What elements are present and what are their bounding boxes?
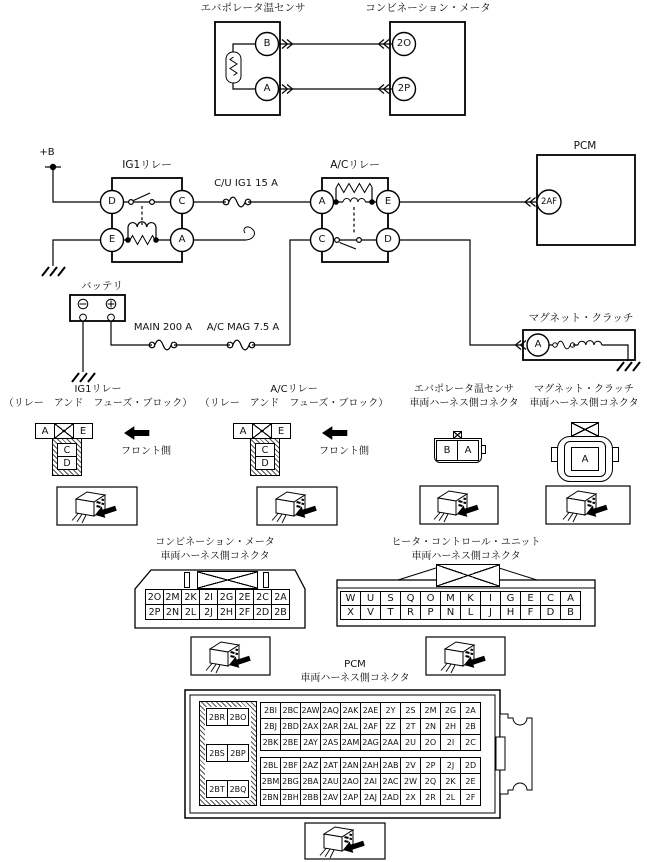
evap-connector-tab — [481, 445, 486, 454]
plus-b-label: +B — [39, 147, 55, 158]
pin-cell: 2L — [440, 789, 461, 806]
connector-3d-icon — [206, 642, 252, 673]
fuse-ac-mag-label: A/C MAG 7.5 A — [206, 322, 280, 333]
pin-cell: 2AB — [380, 757, 401, 774]
pin-cell: 2M — [163, 589, 182, 605]
pin-cell: 2AI — [360, 773, 381, 790]
terminal-label: D — [384, 234, 392, 245]
heater-connector-key — [436, 564, 500, 587]
pin-cell: 2AV — [320, 789, 341, 806]
pin-cell: 2F — [235, 604, 254, 620]
ac-d-clutch-wire — [400, 240, 523, 345]
pin-cell: 2I — [199, 589, 218, 605]
blocked-pin-cell — [54, 423, 74, 439]
switch-blade-icon — [134, 193, 151, 201]
pin-cell: 2O — [420, 734, 441, 751]
pin-cell: S — [380, 591, 401, 606]
pin-cell: 2D — [253, 604, 272, 620]
pin-cell: C — [57, 443, 77, 457]
pin-cell: 2AO — [340, 773, 361, 790]
pin-cell: 2O — [145, 589, 164, 605]
front-direction-arrow-icon — [322, 426, 347, 440]
pin-cell: 2K — [440, 773, 461, 790]
pin-cell: 2Z — [380, 718, 401, 735]
terminal-label: B — [263, 38, 271, 49]
pcm-title: PCM — [573, 140, 597, 152]
pin-cell: K — [460, 591, 481, 606]
pin-cell: 2AZ — [300, 757, 321, 774]
pin-cell: 2M — [420, 702, 441, 719]
ac-connector-label: A/Cリレー （リレー アンド フューズ・ブロック） — [199, 384, 389, 409]
terminal-label: A — [178, 234, 186, 245]
resistor-icon — [130, 236, 155, 245]
thermistor-icon — [230, 57, 237, 76]
pin-cell: 2Y — [380, 702, 401, 719]
pin-cell: 2E — [235, 589, 254, 605]
clutch-connector-label: マグネット・クラッチ 車両ハーネス側コネクタ — [529, 384, 639, 409]
pin-row — [260, 757, 480, 774]
pin-cell: 2BM — [260, 773, 281, 790]
pin-cell: 2BC — [280, 702, 301, 719]
pin-cell: G — [500, 591, 521, 606]
pin-cell: D — [255, 456, 275, 470]
pin-row — [145, 604, 289, 620]
pin-cell: 2BS — [206, 744, 228, 762]
combo-connector-label: コンビネーション・メータ 車両ハーネス側コネクタ — [155, 537, 275, 562]
pin-cell: 2S — [400, 702, 421, 719]
ig1-relay-title: IG1リレー — [122, 159, 172, 171]
heater-connector-label: ヒータ・コントロール・ユニット 車両ハーネス側コネクタ — [391, 537, 541, 562]
pin-cell: 2AK — [340, 702, 361, 719]
clutch-connector-side-tab — [612, 447, 619, 462]
pin-cell: 2BI — [260, 702, 281, 719]
connector-3d-icon — [320, 827, 366, 858]
evap-connector-key — [453, 431, 462, 439]
connector-3d-icon — [434, 491, 480, 522]
pin-cell: J — [480, 605, 501, 620]
pin-cell: N — [440, 605, 461, 620]
pin-cell: 2AC — [380, 773, 401, 790]
ac-relay-symbol — [311, 178, 400, 262]
front-side-label: フロント側 — [121, 446, 171, 457]
pin-cell: B — [436, 440, 458, 461]
pin-cell: D — [57, 456, 77, 470]
pin-row — [57, 456, 76, 470]
connector-3d-icon — [72, 492, 118, 523]
combo-connector-tab — [263, 572, 269, 588]
terminal-label: 2P — [397, 83, 411, 94]
ground-icon — [42, 267, 65, 276]
pin-cell: A — [560, 591, 581, 606]
pin-cell: 2B — [460, 718, 481, 735]
pin-cell: 2AU — [320, 773, 341, 790]
evap-connector-label: エバポレータ温センサ 車両ハーネス側コネクタ — [409, 384, 519, 409]
pin-cell: 2AM — [340, 734, 361, 751]
pin-cell: 2N — [163, 604, 182, 620]
pin-cell: 2A — [271, 589, 290, 605]
pin-cell: 2BG — [280, 773, 301, 790]
terminal-label: A — [318, 196, 326, 207]
pin-cell: 2A — [460, 702, 481, 719]
pin-cell: 2I — [440, 734, 461, 751]
pin-cell: 2AT — [320, 757, 341, 774]
combo-connector-tab — [184, 572, 190, 588]
pin-cell: F — [520, 605, 541, 620]
terminal-label: E — [384, 196, 392, 207]
pin-cell: 2BD — [280, 718, 301, 735]
pin-cell: 2BH — [280, 789, 301, 806]
pin-cell: 2BF — [280, 757, 301, 774]
pin-cell: 2V — [400, 757, 421, 774]
pcm-left-pin-grid — [206, 708, 248, 798]
pin-cell: 2D — [460, 757, 481, 774]
pin-cell: C — [540, 591, 561, 606]
evap-sensor-symbol — [215, 22, 280, 115]
pin-cell: 2BA — [300, 773, 321, 790]
pin-cell: 2P — [420, 757, 441, 774]
pin-cell: 2AH — [360, 757, 381, 774]
pin-cell: 2W — [400, 773, 421, 790]
pin-cell: 2AS — [320, 734, 341, 751]
ac-relay-cd-pins — [255, 443, 274, 470]
terminal-label: C — [318, 234, 326, 245]
pin-cell: V — [360, 605, 381, 620]
magnet-clutch-title: マグネット・クラッチ — [528, 312, 634, 324]
pin-cell: 2Q — [420, 773, 441, 790]
ground-icon — [72, 373, 95, 382]
pin-row — [145, 589, 289, 605]
pin-cell: 2AX — [300, 718, 321, 735]
pin-cell: 2AL — [340, 718, 361, 735]
pin-cell: A — [35, 423, 55, 439]
thermal-fuse-icon — [553, 341, 575, 349]
pin-cell: 2N — [420, 718, 441, 735]
pin-cell: 2X — [400, 789, 421, 806]
pin-cell: 2AW — [300, 702, 321, 719]
combo-meter-pin-grid — [145, 589, 289, 620]
pin-cell: 2K — [181, 589, 200, 605]
ig1-connector-label: IG1リレー （リレー アンド フューズ・ブロック） — [3, 384, 193, 409]
pin-cell: E — [73, 423, 93, 439]
combo-connector-key — [197, 571, 258, 589]
pin-cell: 2BT — [206, 780, 228, 798]
pin-cell: X — [340, 605, 361, 620]
fuse-icon — [149, 340, 177, 350]
pin-cell: L — [460, 605, 481, 620]
pin-cell: 2AJ — [360, 789, 381, 806]
magnet-clutch-symbol — [523, 330, 640, 371]
pin-cell: 2B — [271, 604, 290, 620]
coil-icon — [578, 341, 602, 345]
pin-cell: 2AD — [380, 789, 401, 806]
pin-cell: 2BL — [260, 757, 281, 774]
pin-cell: 2AP — [340, 789, 361, 806]
ig1-e-ground-wire — [53, 240, 101, 266]
ac-c-feed-wire — [290, 240, 311, 345]
pin-cell: 2P — [145, 604, 164, 620]
pin-cell: 2AR — [320, 718, 341, 735]
evap-connector-pins — [436, 440, 478, 461]
pin-cell: 2AN — [340, 757, 361, 774]
fuse-icon — [227, 340, 255, 350]
terminal-label: 2AF — [540, 196, 558, 207]
pcm-lower-pin-grid — [260, 757, 480, 806]
pin-cell: E — [271, 423, 291, 439]
pin-row — [57, 443, 76, 457]
ig1-relay-pin-top-row — [35, 423, 92, 439]
pin-cell: 2E — [460, 773, 481, 790]
pcm-symbol — [400, 155, 636, 245]
pin-cell: P — [420, 605, 441, 620]
ig1-relay-cd-pins — [57, 443, 76, 470]
pin-cell: M — [440, 591, 461, 606]
pin-cell: 2BK — [260, 734, 281, 751]
fuse-icon — [223, 197, 251, 207]
evap-sensor-title: エバポレータ温センサ — [200, 2, 306, 14]
pin-cell: D — [540, 605, 561, 620]
pcm-upper-pin-grid — [260, 702, 480, 751]
pin-cell: 2AA — [380, 734, 401, 751]
pin-row — [260, 734, 480, 751]
pin-cell: 2BP — [227, 744, 249, 762]
pin-cell: 2J — [440, 757, 461, 774]
pin-cell: 2BJ — [260, 718, 281, 735]
pin-row — [340, 605, 580, 620]
pin-cell: R — [400, 605, 421, 620]
ac-relay-title: A/Cリレー — [330, 159, 380, 171]
pin-row — [206, 744, 248, 762]
pin-cell: 2AY — [300, 734, 321, 751]
fuse-main-label: MAIN 200 A — [133, 322, 193, 333]
battery-symbol — [70, 295, 125, 321]
pin-cell: W — [340, 591, 361, 606]
connector-3d-icon — [272, 492, 318, 523]
pin-row — [255, 443, 274, 457]
pin-cell: 2BO — [227, 708, 249, 726]
pin-cell: U — [360, 591, 381, 606]
terminal-label: E — [108, 234, 116, 245]
terminal-label: C — [178, 196, 186, 207]
pin-cell: E — [520, 591, 541, 606]
pin-cell: 2H — [440, 718, 461, 735]
battery-title: バッテリ — [81, 280, 123, 292]
pin-cell: 2T — [400, 718, 421, 735]
pin-cell: 2AG — [360, 734, 381, 751]
connector-3d-icon — [441, 642, 487, 673]
plus-b-node — [45, 164, 101, 202]
pin-row — [260, 789, 480, 806]
pin-cell: 2L — [181, 604, 200, 620]
blocked-pin-cell — [252, 423, 272, 439]
pin-cell: 2AE — [360, 702, 381, 719]
pin-cell: B — [560, 605, 581, 620]
ig1-relay-symbol — [101, 178, 194, 262]
pin-cell: 2R — [420, 789, 441, 806]
pin-cell: C — [255, 443, 275, 457]
ac-relay-pin-top-row — [233, 423, 290, 439]
pin-row — [260, 702, 480, 719]
front-side-label: フロント側 — [319, 446, 369, 457]
pin-cell: 2F — [460, 789, 481, 806]
terminal-label: A — [534, 339, 542, 350]
resistor-icon — [336, 184, 372, 193]
sensor-meter-wires — [279, 44, 393, 89]
pin-cell: 2C — [253, 589, 272, 605]
pin-cell: A — [233, 423, 253, 439]
pcm-connector-label: PCM 車両ハーネス側コネクタ — [300, 659, 410, 684]
pin-cell: 2BR — [206, 708, 228, 726]
pin-cell: 2U — [400, 734, 421, 751]
pin-row — [260, 773, 480, 790]
pin-cell: T — [380, 605, 401, 620]
clutch-connector-side-tab — [551, 447, 558, 462]
pin-cell: 2G — [440, 702, 461, 719]
pin-row — [255, 456, 274, 470]
heater-pin-grid — [340, 591, 580, 620]
combo-meter-title: コンビネーション・メータ — [365, 2, 491, 14]
fuse-cu-ig1-label: C/U IG1 15 A — [214, 178, 278, 189]
pin-cell: I — [480, 591, 501, 606]
pin-row — [436, 440, 478, 461]
pin-cell: 2BQ — [227, 780, 249, 798]
clutch-connector-key — [571, 422, 599, 437]
pin-row — [340, 591, 580, 606]
combo-meter-symbol — [390, 22, 465, 115]
connector-3d-icon — [563, 491, 609, 522]
ground-icon — [617, 362, 640, 371]
front-direction-arrow-icon — [124, 426, 149, 440]
pin-row — [206, 708, 248, 726]
pin-cell: A — [457, 440, 479, 461]
pin-cell: 2C — [460, 734, 481, 751]
pin-cell: 2AF — [360, 718, 381, 735]
pin-row — [206, 780, 248, 798]
pin-cell: 2BN — [260, 789, 281, 806]
switch-blade-icon — [340, 243, 357, 250]
pin-cell: 2H — [217, 604, 236, 620]
pin-row — [260, 718, 480, 735]
pin-cell: O — [420, 591, 441, 606]
pin-cell: 2BB — [300, 789, 321, 806]
pin-cell: 2AQ — [320, 702, 341, 719]
pin-cell: H — [500, 605, 521, 620]
pin-cell: 2J — [199, 604, 218, 620]
wire-continuation-icon — [244, 227, 254, 240]
pin-cell: Q — [400, 591, 421, 606]
terminal-label: 2O — [396, 38, 412, 49]
battery-plus-icon — [108, 301, 115, 308]
terminal-label: D — [108, 196, 116, 207]
clutch-pin-a-cell: A — [571, 447, 599, 471]
coil-icon — [343, 198, 365, 202]
pin-cell: 2G — [217, 589, 236, 605]
pin-cell: 2BE — [280, 734, 301, 751]
terminal-label: A — [263, 83, 271, 94]
